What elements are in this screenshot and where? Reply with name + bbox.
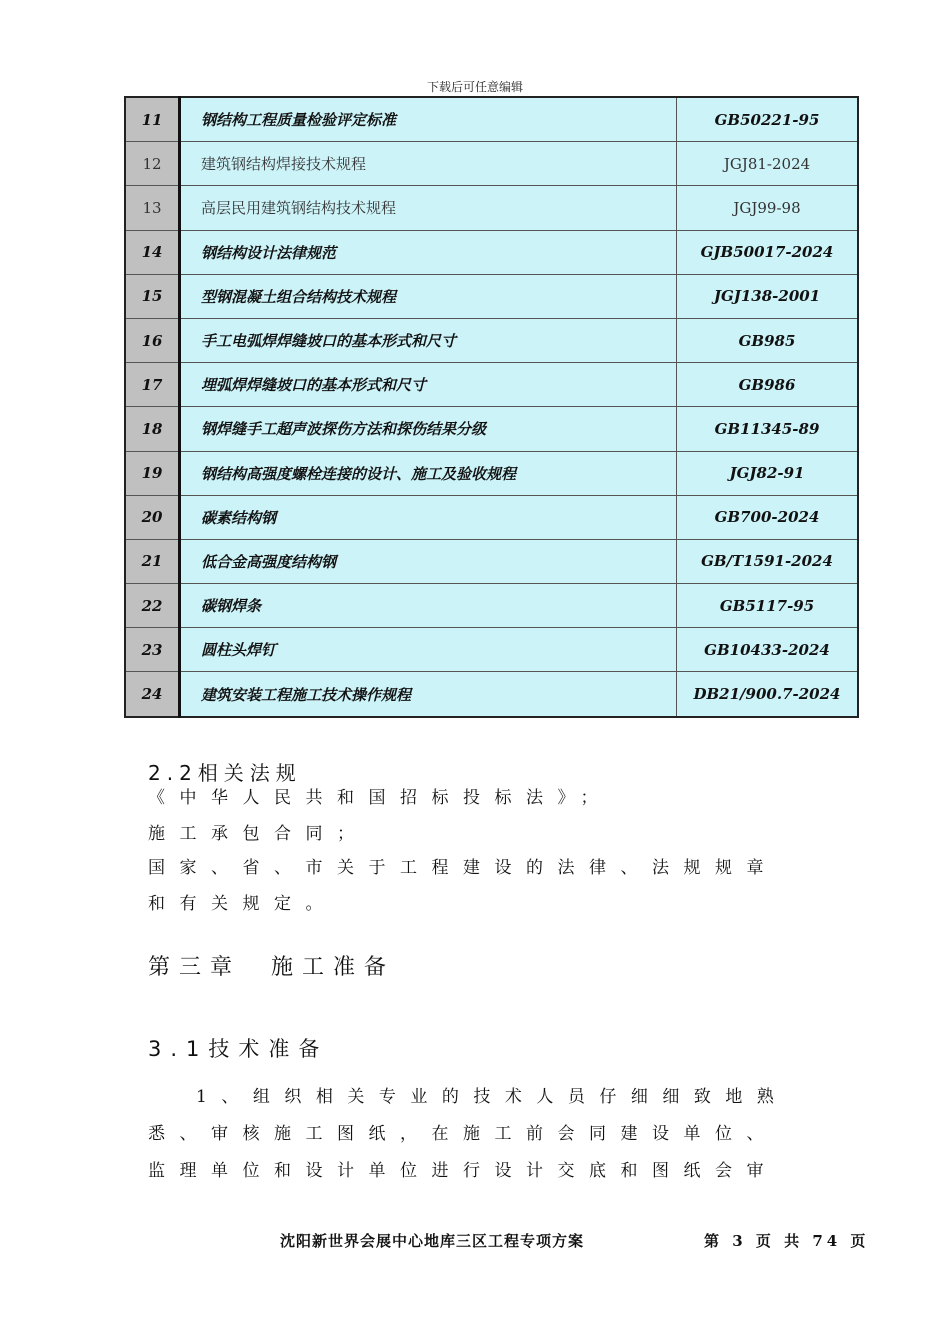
standard-name: 高层民用建筑钢结构技术规程 bbox=[180, 186, 677, 230]
section-2-2-line-3: 国家、省、市关于工程建设的法律、法规规章 bbox=[148, 858, 778, 878]
standard-code: JGJ81-2024 bbox=[677, 142, 859, 186]
standard-code: DB21/900.7-2024 bbox=[677, 672, 859, 717]
chapter-3-heading bbox=[148, 950, 395, 981]
standard-row bbox=[125, 318, 858, 362]
standard-code: GB/T1591-2024 bbox=[677, 539, 859, 583]
standard-code: GB11345-89 bbox=[677, 407, 859, 451]
standard-number: 22 bbox=[125, 584, 180, 628]
standard-name: 建筑安装工程施工技术操作规程 bbox=[180, 672, 677, 717]
standard-row bbox=[125, 495, 858, 539]
section-2-2-heading: 2.2相关法规 bbox=[148, 761, 302, 785]
standards-table bbox=[124, 96, 859, 718]
section-3-1-heading: 3.1技术准备 bbox=[148, 1037, 329, 1061]
standard-number: 11 bbox=[125, 97, 180, 142]
standard-number: 18 bbox=[125, 407, 180, 451]
chapter-3-label: 第三章 bbox=[148, 955, 242, 980]
standard-name: 手工电弧焊焊缝坡口的基本形式和尺寸 bbox=[180, 318, 677, 362]
standard-code: GB985 bbox=[677, 318, 859, 362]
standard-number: 24 bbox=[125, 672, 180, 717]
standards-table-body bbox=[125, 97, 858, 717]
footer-document-title: 沈阳新世界会展中心地库三区工程专项方案 bbox=[280, 1232, 585, 1250]
standard-name: 钢焊缝手工超声波探伤方法和探伤结果分级 bbox=[180, 407, 677, 451]
standard-name: 埋弧焊焊缝坡口的基本形式和尺寸 bbox=[180, 363, 677, 407]
standard-code: JGJ82-91 bbox=[677, 451, 859, 495]
section-3-1-line-3: 监理单位和设计单位进行设计交底和图纸会审 bbox=[148, 1161, 778, 1181]
standard-code: GB700-2024 bbox=[677, 495, 859, 539]
standard-number: 15 bbox=[125, 274, 180, 318]
standard-row bbox=[125, 97, 858, 142]
section-3-1-line-2: 悉、审核施工图纸，在施工前会同建设单位、 bbox=[148, 1124, 778, 1144]
standard-code: GB5117-95 bbox=[677, 584, 859, 628]
standard-name: 钢结构高强度螺栓连接的设计、施工及验收规程 bbox=[180, 451, 677, 495]
standard-row bbox=[125, 628, 858, 672]
standard-row bbox=[125, 407, 858, 451]
standard-row bbox=[125, 363, 858, 407]
standard-code: GJB50017-2024 bbox=[677, 230, 859, 274]
section-2-2-line-2: 施工承包合同； bbox=[148, 824, 369, 844]
standard-name: 型钢混凝土组合结构技术规程 bbox=[180, 274, 677, 318]
standard-number: 20 bbox=[125, 495, 180, 539]
standard-number: 12 bbox=[125, 142, 180, 186]
standard-name: 低合金高强度结构钢 bbox=[180, 539, 677, 583]
standard-name: 钢结构设计法律规范 bbox=[180, 230, 677, 274]
standard-code: GB986 bbox=[677, 363, 859, 407]
section-2-2-line-1: 《中华人民共和国招标投标法》； bbox=[148, 788, 612, 808]
standard-row bbox=[125, 672, 858, 717]
standard-row bbox=[125, 539, 858, 583]
standard-code: JGJ138-2001 bbox=[677, 274, 859, 318]
standard-name: 碳钢焊条 bbox=[180, 584, 677, 628]
standard-number: 17 bbox=[125, 363, 180, 407]
standard-name: 建筑钢结构焊接技术规程 bbox=[180, 142, 677, 186]
standard-name: 钢结构工程质量检验评定标准 bbox=[180, 97, 677, 142]
standard-code: JGJ99-98 bbox=[677, 186, 859, 230]
standard-number: 19 bbox=[125, 451, 180, 495]
standard-code: GB10433-2024 bbox=[677, 628, 859, 672]
standard-row bbox=[125, 274, 858, 318]
standard-row bbox=[125, 186, 858, 230]
standard-number: 16 bbox=[125, 318, 180, 362]
footer-page-number: 第 3 页 共 74 页 bbox=[704, 1232, 870, 1250]
chapter-3-title: 施工准备 bbox=[271, 955, 396, 980]
section-3-1-line-1: 1、组织相关专业的技术人员仔细细致地熟 bbox=[196, 1087, 789, 1107]
standard-number: 13 bbox=[125, 186, 180, 230]
standard-number: 14 bbox=[125, 230, 180, 274]
standard-row bbox=[125, 142, 858, 186]
standard-number: 21 bbox=[125, 539, 180, 583]
standard-code: GB50221-95 bbox=[677, 97, 859, 142]
section-2-2-line-4: 和有关规定。 bbox=[148, 894, 337, 914]
standard-row bbox=[125, 230, 858, 274]
header-note: 下载后可任意编辑 bbox=[426, 80, 523, 94]
standard-row bbox=[125, 451, 858, 495]
standard-name: 圆柱头焊钉 bbox=[180, 628, 677, 672]
standard-row bbox=[125, 584, 858, 628]
standard-number: 23 bbox=[125, 628, 180, 672]
standard-name: 碳素结构钢 bbox=[180, 495, 677, 539]
